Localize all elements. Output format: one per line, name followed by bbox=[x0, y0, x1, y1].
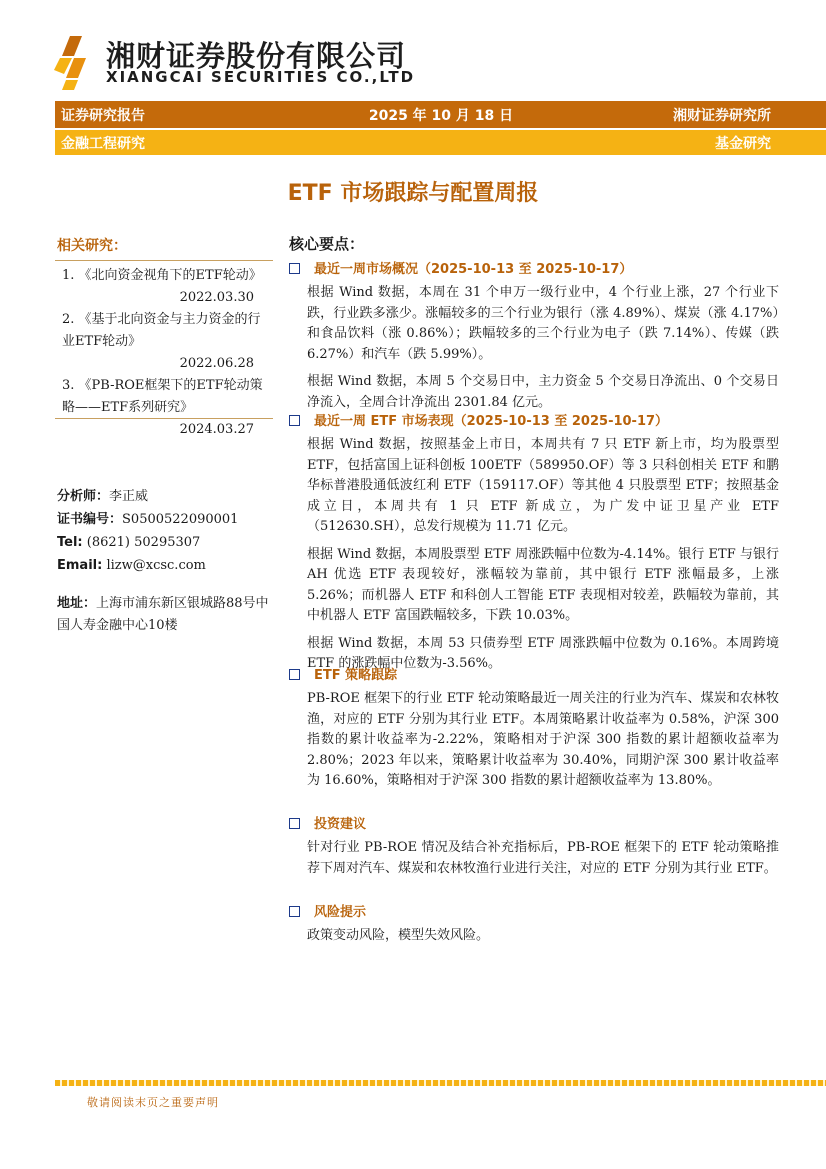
related-item[interactable] bbox=[62, 309, 272, 375]
email-label: Email: bbox=[57, 558, 103, 573]
section-etf-strategy bbox=[289, 666, 779, 792]
section-paragraph: PB-ROE 框架下的行业 ETF 轮动策略最近一周关注的行业为汽车、煤炭和农林牧渔，对应的 ETF 分别为其行业 ETF。本周策略累计收益率为 0.58%，沪深 300 指数的累计收益率为-2.22%，策略相对于沪深 300 指数的累计超额收益率为 2.80%；2023 年以来，策略累计收益率为 30.40%，同期沪深 300 累计收益率为 16.60%，策略相对于沪深 300 指数的累计超额收益率为 13.80%。 bbox=[307, 691, 779, 788]
related-item-title: 2. 《基于北向资金与主力资金的行业ETF轮动》 bbox=[62, 312, 261, 349]
report-type: 证券研究报告 bbox=[61, 107, 145, 124]
related-item-title: 1. 《北向资金视角下的ETF轮动》 bbox=[62, 268, 262, 283]
related-heading: 相关研究： bbox=[57, 238, 127, 254]
section-paragraph: 根据 Wind 数据，本周 5 个交易日中，主力资金 5 个交易日净流出、0 个交易日净流入，全周合计净流出 2301.84 亿元。 bbox=[307, 374, 779, 410]
cert-number: S0500522090001 bbox=[122, 512, 239, 527]
company-name-cn: 湘财证券股份有限公司 bbox=[106, 39, 407, 73]
section-market-overview bbox=[289, 260, 779, 413]
report-date: 2025 年 10 月 18 日 bbox=[368, 107, 514, 124]
related-divider-top bbox=[55, 260, 273, 261]
section-paragraph: 根据 Wind 数据，本周 53 只债券型 ETF 周涨跌幅中位数为 0.16%。本周跨境 ETF 的涨跌幅中位数为-3.56%。 bbox=[307, 635, 779, 671]
header-bar-bottom bbox=[55, 130, 826, 155]
section-title: 风险提示 bbox=[314, 905, 367, 920]
section-etf-performance bbox=[289, 412, 779, 675]
section-paragraph: 根据 Wind 数据，本周在 31 个申万一级行业中，4 个行业上涨，27 个行业下跌，行业跌多涨少。涨幅较多的三个行业为银行（涨 4.89%）、煤炭（涨 4.17%）和食品饮料（涨 0.86%）；跌幅较多的三个行业为电子（跌 7.14%）、传媒（跌 6.27%）和汽车（跌 5.99%）。 bbox=[307, 285, 779, 362]
checkbox-bullet-icon bbox=[289, 818, 300, 829]
company-name-en: XIANGCAI SECURITIES CO.,LTD bbox=[106, 68, 416, 86]
analyst-name: 李正威 bbox=[109, 489, 149, 504]
tel-number: (8621) 50295307 bbox=[86, 535, 201, 550]
address bbox=[57, 593, 279, 637]
related-item-date: 2024.03.27 bbox=[179, 422, 254, 437]
email-address[interactable]: lizw@xcsc.com bbox=[106, 558, 206, 573]
section-title: 最近一周市场概况（2025-10-13 至 2025-10-17） bbox=[314, 262, 633, 277]
address-label: 地址： bbox=[57, 596, 97, 611]
checkbox-bullet-icon bbox=[289, 263, 300, 274]
core-points-heading: 核心要点： bbox=[289, 235, 365, 253]
related-divider-bottom bbox=[55, 418, 273, 419]
related-item-date: 2022.06.28 bbox=[179, 356, 254, 371]
related-item[interactable] bbox=[62, 375, 272, 441]
section-investment-advice bbox=[289, 815, 779, 879]
section-paragraph: 根据 Wind 数据，按照基金上市日，本周共有 7 只 ETF 新上市，均为股票型 ETF，包括富国上证科创板 100ETF（589950.OF）等 3 只科创相关 ETF 和鹏华标普港股通低波红利 ETF（159117.OF）等其他 4 只股票型 ETF；按照基金成立日，本周共有 1 只 ETF 新成立，为广发中证卫星产业 ETF（512630.SH），总发行规模为 11.71 亿元。 bbox=[307, 437, 779, 534]
related-item[interactable] bbox=[62, 265, 272, 309]
page-title: ETF 市场跟踪与配置周报 bbox=[287, 181, 539, 206]
section-paragraph: 针对行业 PB-ROE 情况及结合补充指标后，PB-ROE 框架下的 ETF 轮动策略推荐下周对汽车、煤炭和农林牧渔行业进行关注，对应的 ETF 分别为其行业 ETF。 bbox=[307, 840, 779, 876]
footer-disclaimer-link[interactable]: 敬请阅读末页之重要声明 bbox=[87, 1096, 219, 1109]
company-logo-icon bbox=[52, 34, 102, 90]
related-list bbox=[62, 265, 272, 441]
section-paragraph: 政策变动风险，模型失效风险。 bbox=[307, 928, 490, 943]
related-item-date: 2022.03.30 bbox=[179, 290, 254, 305]
cert-label: 证书编号： bbox=[57, 512, 123, 527]
institute-name: 湘财证券研究所 bbox=[673, 107, 771, 124]
section-title: 投资建议 bbox=[314, 817, 367, 832]
checkbox-bullet-icon bbox=[289, 906, 300, 917]
checkbox-bullet-icon bbox=[289, 669, 300, 680]
tel-label: Tel: bbox=[57, 535, 83, 550]
header-bar-top bbox=[55, 101, 826, 128]
report-category: 金融工程研究 bbox=[61, 135, 145, 152]
footer-rule bbox=[55, 1080, 826, 1086]
report-subcategory: 基金研究 bbox=[715, 135, 771, 152]
section-title: 最近一周 ETF 市场表现（2025-10-13 至 2025-10-17） bbox=[314, 414, 669, 429]
address-text: 上海市浦东新区银城路88号中国人寿金融中心10楼 bbox=[57, 596, 269, 633]
checkbox-bullet-icon bbox=[289, 415, 300, 426]
section-paragraph: 根据 Wind 数据，本周股票型 ETF 周涨跌幅中位数为-4.14%。银行 ETF 与银行 AH 优选 ETF 表现较好，涨幅较为靠前，其中银行 ETF 涨幅最多，上涨 5.26%；而机器人 ETF 和科创人工智能 ETF 表现相对较差，跌幅较为靠前，其中机器人 ETF 富国跌幅较多，下跌 10.03%。 bbox=[307, 546, 779, 623]
related-item-title: 3. 《PB-ROE框架下的ETF轮动策略——ETF系列研究》 bbox=[62, 378, 263, 415]
analyst-info bbox=[57, 485, 238, 577]
section-risk bbox=[289, 903, 779, 947]
section-title: ETF 策略跟踪 bbox=[314, 668, 398, 683]
analyst-label: 分析师： bbox=[57, 489, 110, 504]
